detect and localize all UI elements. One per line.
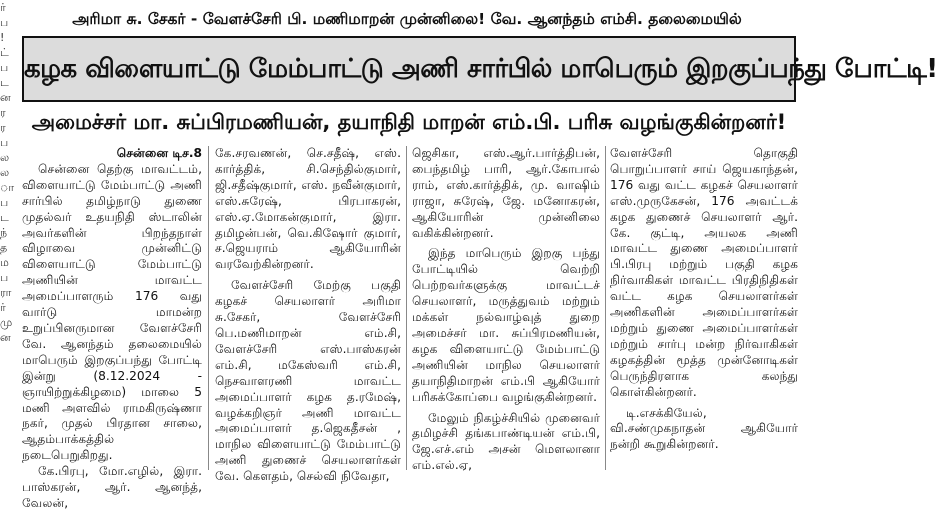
dateline: சென்னை டிச.8 — [116, 146, 202, 160]
article-column-2 — [215, 146, 401, 484]
paragraph: இந்த மாபெரும் இறகு பந்து போட்டியில் வெற்றி பெற்றவர்களுக்கு மாவட்டச் செயலாளர், மருத்துவம் மற்றும் மக்கள் நல்வாழ்வுத் துறை அமைச்சர் மா. சுப்பிரமணியன், கழக விளையாட்டு மேம்பாட்டு அணியின் மாநில செயலாளர் தயாநிதிமாறன் எம்.பி ஆகியோர் பரிசுக்கோப்பை வழங்குகின்றனர். — [412, 246, 600, 404]
column-divider — [208, 146, 209, 470]
kicker-line: அரிமா சு. சேகர் - வேளச்சேரி பி. மணிமாறன் முன்னிலை! வே. ஆனந்தம் எம்சி. தலைமையில் — [72, 10, 742, 28]
column-divider — [406, 146, 407, 470]
paragraph: மேலும் நிகழ்ச்சியில் முனைவர் தமிழச்சி தங்கபாண்டியன் எம்.பி, ஜே.எச்.எம் அசன் மௌலானா எம்.எல்.ஏ, — [412, 410, 600, 473]
paragraph: வேளச்சேரி தொகுதி பொறுப்பாளர் சாய் ஜெயகாந்தன், 176 வது வட்ட கழகச் செயலாளர் எஸ்.முருகேசன், 176 அவட்டக் கழக துணைச் செயலாளர் ஆர். கே. குட்டி, அயலக அணி மாவட்ட துணை அமைப்பாளர் பி.பிரபு மற்றும் பகுதி கழக நிர்வாகிகள் மாவட்ட பிரதிநிதிகள் வட்ட கழக செயலாளர்கள் அணிகளின் அமைப்பாளர்கள் மற்றும் துணை அமைப்பாளர்கள் மற்றும் சார்பு மன்ற நிர்வாகிகள் கழகத்தின் மூத்த முன்னோடிகள் பெருந்திரளாக கலந்து கொள்கின்றனர். — [610, 146, 798, 399]
adjacent-article-fragment: ர் ப ! ட் ப ட ன ர ர ப ல ல ா ப ட ந் த ம ப ரா ர் மு ன — [0, 1, 15, 344]
paragraph: கே.சரவணன், செ.சதீஷ், எஸ். கார்த்திக், சி.செந்தில்குமார், ஜி.சதீஷ்குமார், எஸ். நவீன்குமார், எஸ்.சுரேஷ், பிரபாகரன், எஸ்.ஏ.மோகன்குமார், இரா. தமிழன்பன், வெ.கிஷோர் குமார், ச.ஜெயராம் ஆகியோரின் வரவேற்கின்றனர். — [215, 146, 401, 272]
article-body — [22, 146, 798, 510]
paragraph: கே.பிரபு, மோ.எழில், இரா. பாஸ்கரன், ஆர். ஆனந்த், வேலன், — [22, 464, 202, 510]
article-column-3 — [412, 146, 600, 473]
paragraph: சென்னை தெற்கு மாவட்டம், விளையாட்டு மேம்பாட்டு அணி சார்பில் தமிழ்நாடு துணை முதல்வர் உதயநிதி ஸ்டாலின் அவர்களின் பிறந்தநாள் விழாவை முன்னிட்டு விளையாட்டு மேம்பாட்டு அணியின் மாவட்ட அமைப்பாளரும் 176 வது வார்டு மாமன்ற உறுப்பினருமான வேளச்சேரி வே. ஆனந்தம் தலைமையில் மாபெரும் இறகுப்பந்து போட்டி இன்று (8.12.2024 - ஞாயிற்றுக்கிழமை) மாலை 5 மணி அளவில் ராமகிருஷ்ணா நகர், முதல் பிரதான சாலை, ஆதம்பாக்கத்தில் நடைபெறுகிறது. — [22, 161, 202, 463]
column-divider — [605, 146, 606, 470]
headline: கழக விளையாட்டு மேம்பாட்டு அணி சார்பில் மாபெரும் இறகுப்பந்து போட்டி! — [24, 54, 938, 84]
subheadline: அமைச்சர் மா. சுப்பிரமணியன், தயாநிதி மாறன் எம்.பி. பரிசு வழங்குகின்றனர்! — [31, 110, 787, 134]
paragraph: டி.எசக்கியேல், வி.சண்முகநாதன் ஆகியோர் நன்றி கூறுகின்றனர். — [610, 405, 798, 452]
article-column-1 — [22, 146, 202, 510]
paragraph: வேளச்சேரி மேற்கு பகுதி கழகச் செயலாளர் அரிமா சு.சேகர், வேளச்சேரி பெ.மணிமாறன் எம்.சி, வேளச்சேரி எஸ்.பாஸ்கரன் எம்.சி, மகேஸ்வரி எம்.சி, நெசவாளரணி மாவட்ட அமைப்பாளர் கழக த.ரமேஷ், வழக்கறிஞர் அணி மாவட்ட அமைப்பாளர் த.ஜெகதீசன் , மாநில விளையாட்டு மேம்பாட்டு அணி துணைச் செயலாளர்கள் வே. கௌதம், செல்வி நிவேதா, — [215, 278, 401, 484]
paragraph: ஜெசிகா, எஸ்.ஆர்.பார்த்திபன், பைந்தமிழ் பாரி, ஆர்.கோபால் ராம், எஸ்.கார்த்திக், மு. வாஷிம் ராஜா, சுரேஷ், ஜே. மனோகரன், ஆகியோரின் முன்னிலை வகிக்கின்றனர். — [412, 146, 600, 240]
headline-box — [22, 36, 938, 102]
article-column-4 — [610, 146, 798, 470]
